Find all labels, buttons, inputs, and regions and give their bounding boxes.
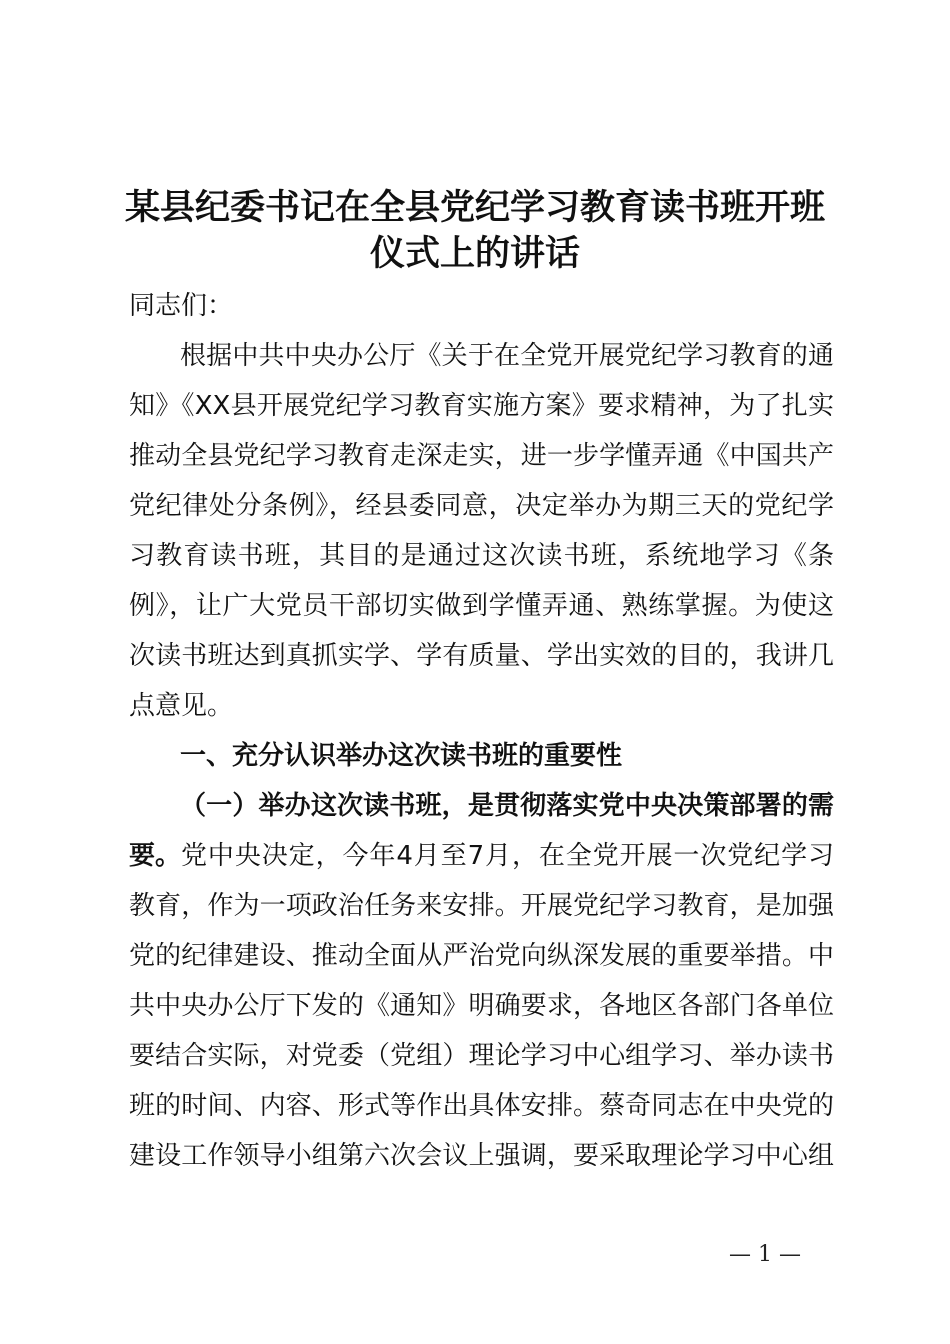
- paragraph-2-line-rest: 党中央决定，今年4月至7月，在全党开展一次党纪学习: [181, 841, 834, 871]
- section-heading-1: 一、充分认识举办这次读书班的重要性: [180, 741, 623, 771]
- document-title-line-2: 仪式上的讲话: [369, 234, 580, 274]
- paragraph-1-line: 根据中共中央办公厅《关于在全党开展党纪学习教育的通: [180, 341, 834, 371]
- subheading-1-end: 要。: [129, 841, 182, 871]
- document-title-line-1: 某县纪委书记在全县党纪学习教育读书班开班: [124, 188, 825, 228]
- paragraph-2-line: 党的纪律建设、推动全面从严治党向纵深发展的重要举措。中: [129, 941, 834, 971]
- paragraph-1-line: 知》《XX县开展党纪学习教育实施方案》要求精神，为了扎实: [129, 391, 834, 421]
- page-number: — 1 —: [729, 1242, 801, 1267]
- subheading-1: （一）举办这次读书班，是贯彻落实党中央决策部署的需: [180, 791, 834, 821]
- paragraph-1-line: 习教育读书班，其目的是通过这次读书班，系统地学习《条: [129, 541, 834, 571]
- paragraph-1-line: 点意见。: [129, 691, 234, 721]
- paragraph-2-first-line: [129, 839, 834, 873]
- paragraph-1-line: 例》，让广大党员干部切实做到学懂弄通、熟练掌握。为使这: [129, 591, 834, 621]
- paragraph-2-line: 班的时间、内容、形式等作出具体安排。蔡奇同志在中央党的: [129, 1091, 834, 1121]
- paragraph-2-line: 共中央办公厅下发的《通知》明确要求，各地区各部门各单位: [129, 991, 834, 1021]
- paragraph-2-line: 建设工作领导小组第六次会议上强调，要采取理论学习中心组: [129, 1141, 834, 1171]
- paragraph-1-line: 次读书班达到真抓实学、学有质量、学出实效的目的，我讲几: [129, 641, 834, 671]
- salutation: 同志们：: [129, 291, 234, 321]
- paragraph-1-line: 推动全县党纪学习教育走深走实，进一步学懂弄通《中国共产: [129, 441, 834, 471]
- paragraph-1-line: 党纪律处分条例》，经县委同意，决定举办为期三天的党纪学: [129, 491, 834, 521]
- paragraph-2-line: 要结合实际，对党委（党组）理论学习中心组学习、举办读书: [129, 1041, 834, 1071]
- paragraph-2-line: 教育，作为一项政治任务来安排。开展党纪学习教育，是加强: [129, 891, 834, 921]
